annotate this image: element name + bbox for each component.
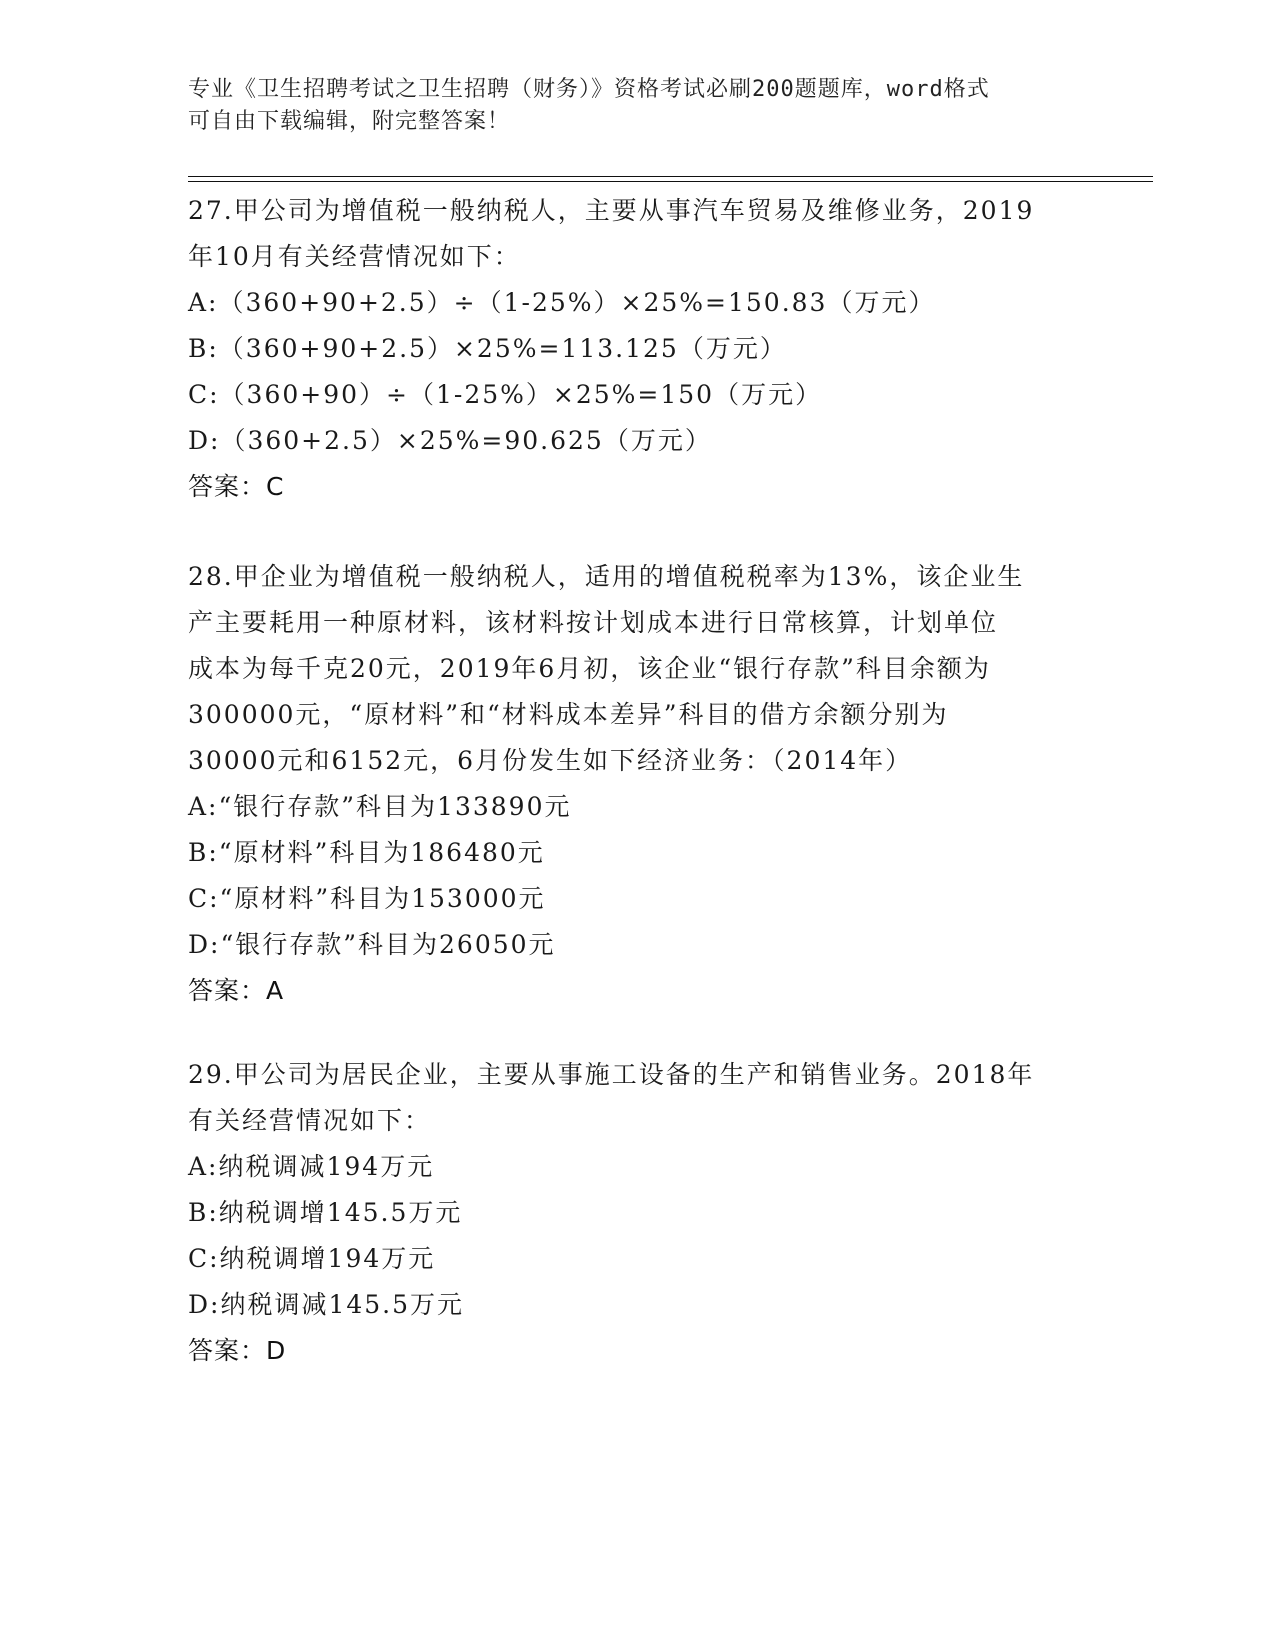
header-line-1: 专业《卫生招聘考试之卫生招聘（财务）》资格考试必刷200题题库，word格式 xyxy=(188,77,990,102)
option-a: A:纳税调减194万元 xyxy=(188,1152,435,1181)
question-stem-line: 成本为每千克20元，2019年6月初，该企业“银行存款”科目余额为 xyxy=(188,654,991,683)
question-stem-line: 300000元，“原材料”和“材料成本差异”科目的借方余额分别为 xyxy=(188,700,949,729)
option-a: A:“银行存款”科目为133890元 xyxy=(188,792,572,821)
question-stem-line: 30000元和6152元，6月份发生如下经济业务：（2014年） xyxy=(188,746,913,775)
option-b: B:（360+90+2.5）×25%=113.125（万元） xyxy=(188,334,787,363)
option-b: B:“原材料”科目为186480元 xyxy=(188,838,545,867)
question-stem-line: 27.甲公司为增值税一般纳税人，主要从事汽车贸易及维修业务，2019 xyxy=(188,196,1035,225)
option-c: C:（360+90）÷（1-25%）×25%=150（万元） xyxy=(188,380,823,409)
header-divider-bottom xyxy=(188,181,1153,182)
option-c: C:“原材料”科目为153000元 xyxy=(188,884,546,913)
header-line-2: 可自由下载编辑，附完整答案！ xyxy=(188,109,511,134)
question-stem-line: 产主要耗用一种原材料，该材料按计划成本进行日常核算，计划单位 xyxy=(188,608,999,637)
question-27 xyxy=(188,188,1088,510)
answer-line: 答案：C xyxy=(188,472,285,501)
option-b: B:纳税调增145.5万元 xyxy=(188,1198,463,1227)
question-29 xyxy=(188,1052,1088,1374)
header-divider-top xyxy=(188,176,1153,177)
option-a: A:（360+90+2.5）÷（1-25%）×25%=150.83（万元） xyxy=(188,288,936,317)
question-stem-line: 28.甲企业为增值税一般纳税人，适用的增值税税率为13%，该企业生 xyxy=(188,562,1025,591)
document-header xyxy=(188,74,1068,138)
answer-line: 答案：A xyxy=(188,976,285,1005)
option-d: D:纳税调减145.5万元 xyxy=(188,1290,465,1319)
option-c: C:纳税调增194万元 xyxy=(188,1244,436,1273)
option-d: D:“银行存款”科目为26050元 xyxy=(188,930,556,959)
question-stem-line: 29.甲公司为居民企业，主要从事施工设备的生产和销售业务。2018年 xyxy=(188,1060,1035,1089)
option-d: D:（360+2.5）×25%=90.625（万元） xyxy=(188,426,712,455)
question-28 xyxy=(188,554,1088,1014)
question-stem-line: 年10月有关经营情况如下： xyxy=(188,242,521,271)
question-stem-line: 有关经营情况如下： xyxy=(188,1106,432,1135)
answer-line: 答案：D xyxy=(188,1336,287,1365)
